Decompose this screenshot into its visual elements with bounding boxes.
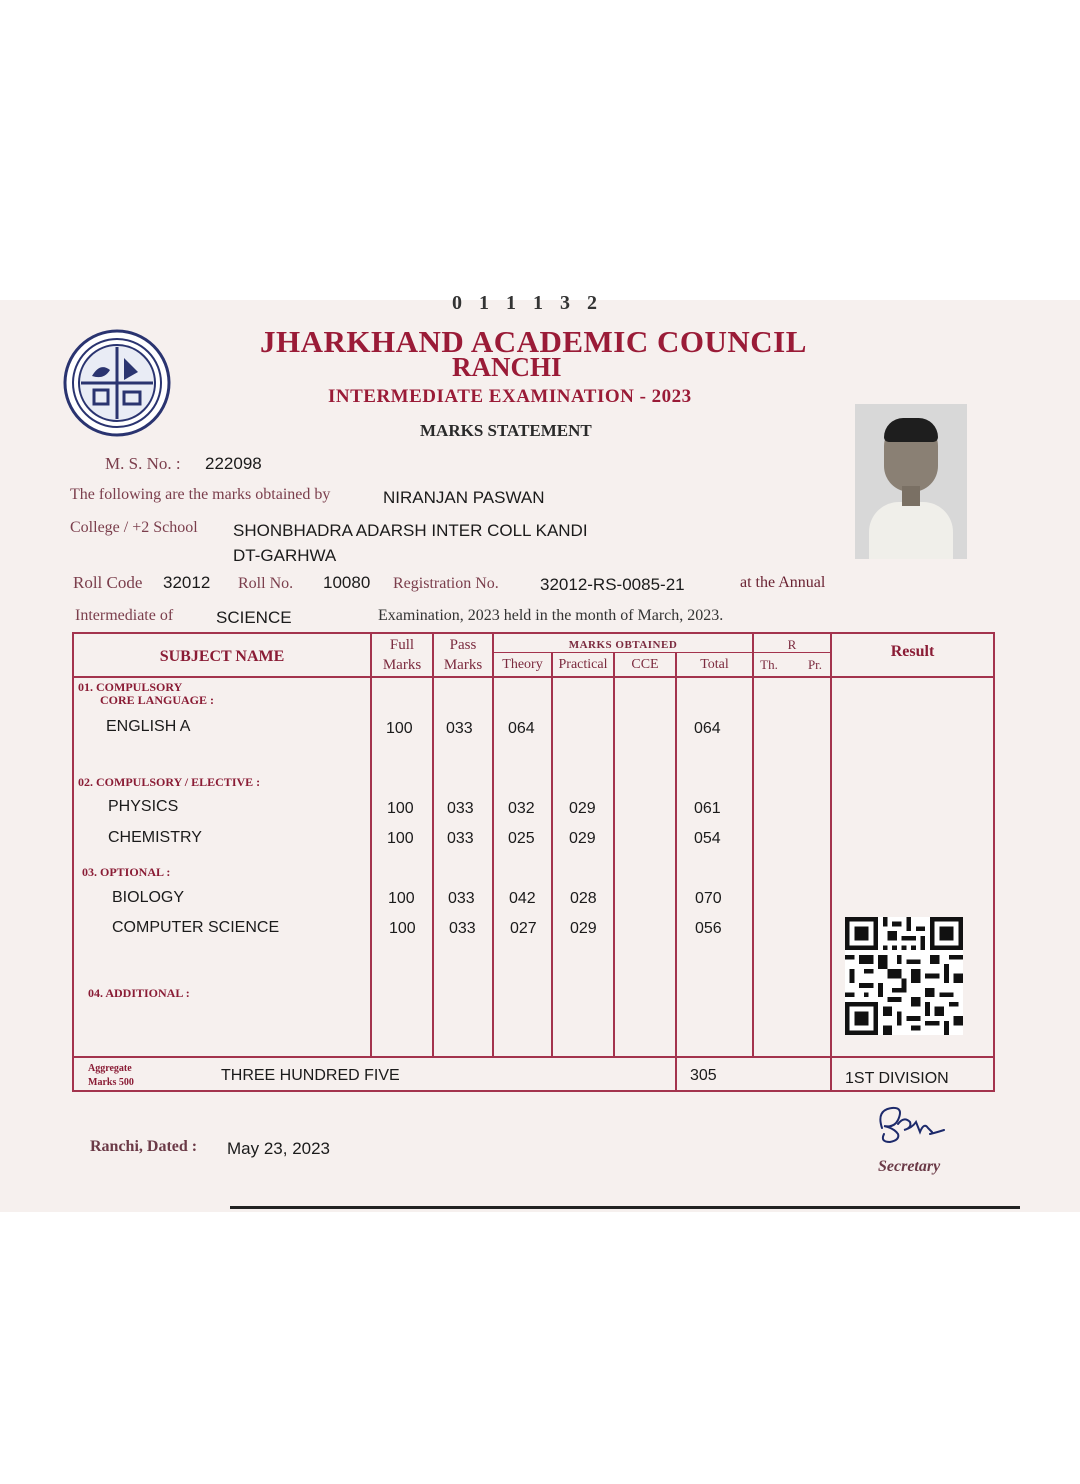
row-total: 070 bbox=[695, 890, 722, 907]
cce-header: CCE bbox=[631, 657, 659, 672]
council-name: JHARKHAND ACADEMIC COUNCIL bbox=[260, 324, 807, 359]
roll-no-label: Roll No. bbox=[238, 575, 294, 592]
full-header-1: Full bbox=[389, 637, 415, 653]
student-name: NIRANJAN PASWAN bbox=[383, 488, 545, 507]
aggregate-label-2: Marks 500 bbox=[88, 1077, 134, 1088]
row-full-marks: 100 bbox=[387, 830, 414, 847]
th-header: Th. bbox=[760, 657, 778, 672]
table-body-bottom-border bbox=[72, 1056, 995, 1058]
college-name-line1: SHONBHADRA ADARSH INTER COLL KANDI bbox=[233, 521, 588, 540]
row-full-marks: 100 bbox=[387, 800, 414, 817]
row-subject: PHYSICS bbox=[108, 798, 179, 815]
qr-code-icon bbox=[843, 917, 965, 1035]
pass-header-2: Marks bbox=[443, 657, 483, 673]
col-line bbox=[752, 632, 754, 1056]
table-header-bottom-border bbox=[72, 676, 995, 678]
row-pass-marks: 033 bbox=[448, 890, 475, 907]
row-total: 054 bbox=[694, 830, 721, 847]
row-theory: 027 bbox=[510, 920, 537, 937]
dated-label: Ranchi, Dated : bbox=[90, 1138, 198, 1155]
registration-value: 32012-RS-0085-21 bbox=[540, 575, 685, 594]
row-practical: 028 bbox=[570, 890, 597, 907]
table-bottom-border bbox=[72, 1090, 995, 1092]
aggregate-label-1: Aggregate bbox=[88, 1063, 132, 1074]
secretary-label: Secretary bbox=[878, 1158, 941, 1175]
table-right-border bbox=[993, 632, 995, 1092]
obtained-label: The following are the marks obtained by bbox=[70, 486, 331, 503]
row-practical: 029 bbox=[569, 830, 596, 847]
section-optional: 03. OPTIONAL : bbox=[82, 865, 171, 879]
marks-statement-sheet bbox=[0, 292, 1080, 1212]
row-total: 061 bbox=[694, 800, 721, 817]
aggregate-total: 305 bbox=[690, 1067, 717, 1084]
row-theory: 042 bbox=[509, 890, 536, 907]
row-subject: CHEMISTRY bbox=[108, 829, 202, 846]
council-city: RANCHI bbox=[452, 352, 562, 382]
registration-label: Registration No. bbox=[393, 575, 499, 592]
row-full-marks: 100 bbox=[388, 890, 415, 907]
exam-held-text: Examination, 2023 held in the month of March, 2023. bbox=[378, 607, 724, 624]
ms-no-label: M. S. No. : bbox=[105, 454, 181, 473]
roll-no-value: 10080 bbox=[323, 573, 371, 592]
row-pass-marks: 033 bbox=[447, 830, 474, 847]
col-line bbox=[432, 632, 434, 1056]
pr-header: Pr. bbox=[807, 657, 823, 672]
row-subject: COMPUTER SCIENCE bbox=[112, 919, 280, 936]
section-compulsory-elective: 02. COMPULSORY / ELECTIVE : bbox=[78, 775, 261, 789]
row-subject: BIOLOGY bbox=[112, 889, 185, 906]
row-full-marks: 100 bbox=[386, 720, 413, 737]
full-header-2: Marks bbox=[382, 657, 422, 673]
row-practical: 029 bbox=[569, 800, 596, 817]
aggregate-words: THREE HUNDRED FIVE bbox=[221, 1067, 400, 1084]
annual-text: at the Annual bbox=[740, 574, 826, 591]
doc-title: MARKS STATEMENT bbox=[420, 421, 592, 440]
row-practical: 029 bbox=[570, 920, 597, 937]
marks-obtained-header: MARKS OBTAINED bbox=[568, 639, 678, 651]
row-subject: ENGLISH A bbox=[106, 718, 191, 735]
row-theory: 064 bbox=[508, 720, 535, 737]
table-left-border bbox=[72, 632, 74, 1092]
row-pass-marks: 033 bbox=[449, 920, 476, 937]
ms-no-value: 222098 bbox=[205, 454, 262, 473]
date-value: May 23, 2023 bbox=[227, 1139, 331, 1158]
section-core-language: CORE LANGUAGE : bbox=[100, 693, 215, 707]
roll-code-label: Roll Code bbox=[73, 573, 143, 592]
college-label: College / +2 School bbox=[70, 519, 198, 536]
col-line bbox=[551, 652, 553, 1056]
exam-title: INTERMEDIATE EXAMINATION - 2023 bbox=[328, 386, 692, 407]
council-seal-icon bbox=[62, 328, 172, 438]
row-pass-marks: 033 bbox=[447, 800, 474, 817]
col-line bbox=[830, 632, 832, 1092]
row-total: 064 bbox=[694, 720, 721, 737]
result-header: Result bbox=[890, 643, 935, 660]
section-compulsory: 01. COMPULSORY bbox=[78, 680, 183, 694]
col-line bbox=[492, 632, 494, 1056]
practical-header: Practical bbox=[558, 657, 608, 672]
pass-header-1: Pass bbox=[449, 637, 477, 653]
row-pass-marks: 033 bbox=[446, 720, 473, 737]
roll-code-value: 32012 bbox=[163, 573, 211, 592]
col-line bbox=[370, 632, 372, 1056]
table-top-border bbox=[72, 632, 995, 634]
row-theory: 025 bbox=[508, 830, 535, 847]
row-total: 056 bbox=[695, 920, 722, 937]
top-serial: 0 1 1 1 3 2 bbox=[452, 292, 603, 314]
row-full-marks: 100 bbox=[389, 920, 416, 937]
subject-name-header: SUBJECT NAME bbox=[159, 648, 285, 665]
section-additional: 04. ADDITIONAL : bbox=[88, 986, 190, 1000]
theory-header: Theory bbox=[502, 657, 543, 672]
col-line bbox=[675, 652, 677, 1092]
stream-value: SCIENCE bbox=[216, 608, 292, 627]
stream-label: Intermediate of bbox=[75, 607, 174, 624]
division-result: 1ST DIVISION bbox=[845, 1070, 949, 1087]
r-header: R bbox=[787, 637, 797, 652]
col-line bbox=[613, 652, 615, 1056]
signature-icon bbox=[868, 1094, 958, 1154]
student-photo bbox=[855, 404, 967, 559]
college-name-line2: DT-GARHWA bbox=[233, 546, 337, 565]
row-theory: 032 bbox=[508, 800, 535, 817]
paper-edge bbox=[230, 1206, 1020, 1209]
total-header: Total bbox=[700, 657, 729, 672]
